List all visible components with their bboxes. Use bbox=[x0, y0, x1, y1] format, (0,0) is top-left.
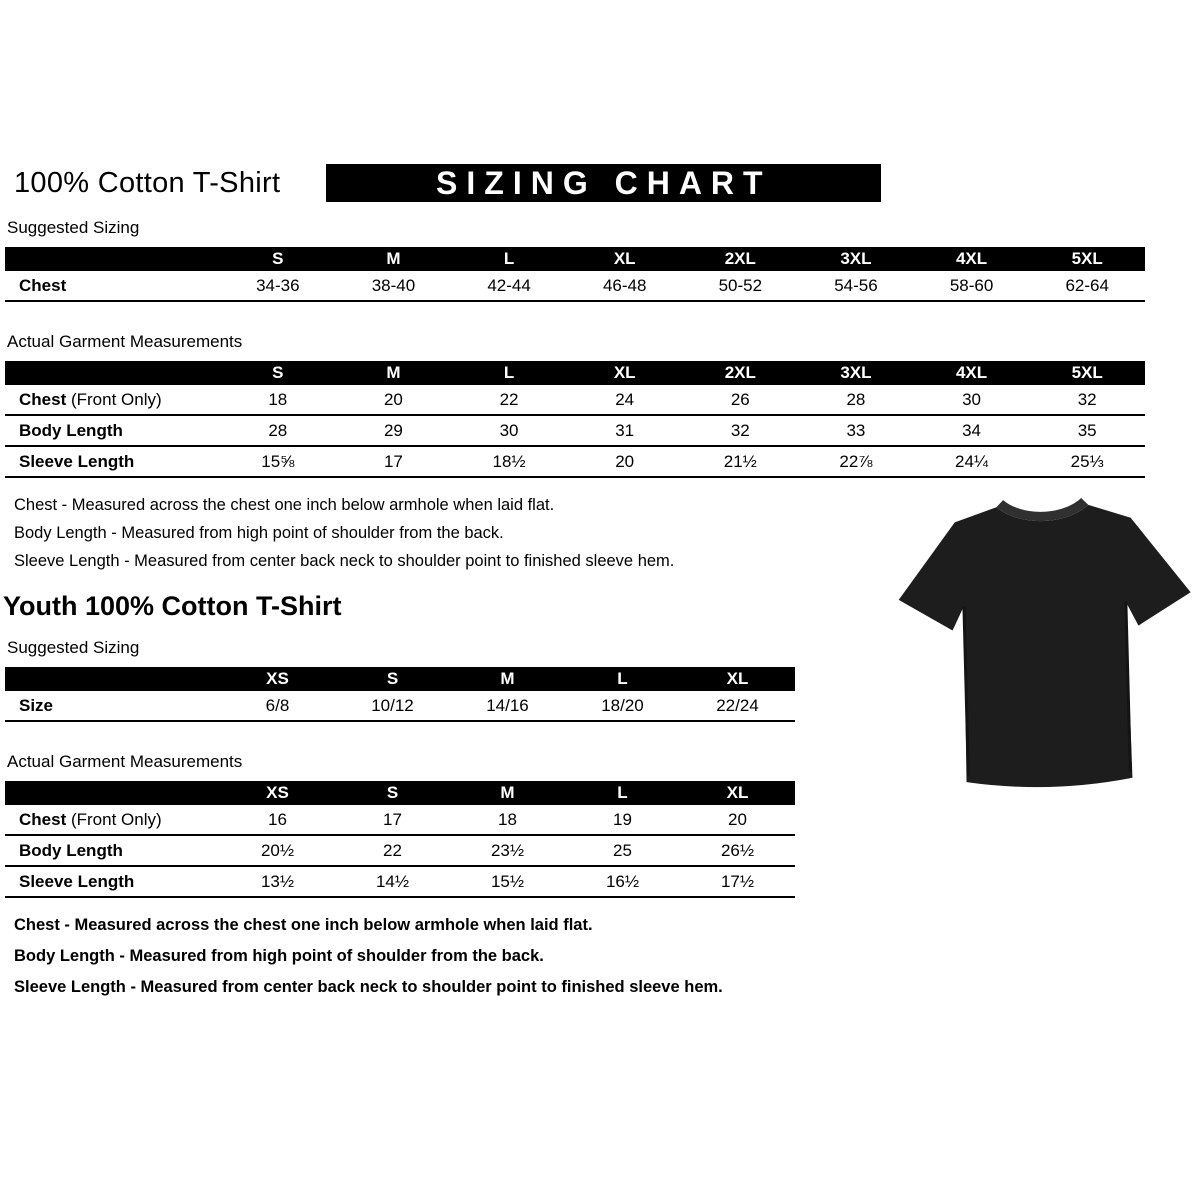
measurement-cell: 22 bbox=[383, 840, 402, 860]
measurement-cell: 14½ bbox=[375, 871, 410, 891]
size-column-header: M bbox=[500, 783, 515, 802]
row-label: Sleeve Length bbox=[19, 451, 135, 471]
table-row bbox=[5, 447, 1145, 478]
size-column-header: XS bbox=[266, 669, 289, 688]
measurement-cell: 20 bbox=[383, 389, 403, 409]
size-column-header: S bbox=[386, 783, 399, 802]
size-column-header: XL bbox=[613, 249, 636, 268]
size-column-header: 3XL bbox=[840, 249, 872, 268]
measurement-cell: 23½ bbox=[490, 840, 525, 860]
size-column-header: L bbox=[503, 363, 515, 382]
adult-note-sleeve-length: Sleeve Length - Measured from center back neck to shoulder point to finished sleeve hem. bbox=[14, 552, 675, 570]
youth-note-body-length: Body Length - Measured from high point of shoulder from the back. bbox=[14, 947, 544, 965]
measurement-cell: 62-64 bbox=[1065, 275, 1109, 295]
table-row bbox=[5, 836, 795, 867]
size-column-header: S bbox=[272, 363, 284, 382]
measurement-cell: 17½ bbox=[720, 871, 755, 891]
measurement-cell: 18½ bbox=[492, 451, 526, 471]
measurement-cell: 38-40 bbox=[371, 275, 416, 295]
measurement-cell: 33 bbox=[846, 420, 866, 440]
youth-actual-measurements-table bbox=[5, 781, 795, 898]
measurement-cell: 34 bbox=[962, 420, 982, 440]
measurement-cell: 29 bbox=[383, 420, 403, 440]
adult-actual-measurements-table bbox=[5, 361, 1145, 478]
adult-actual-measurements-label: Actual Garment Measurements bbox=[7, 332, 243, 351]
measurement-cell: 18/20 bbox=[601, 695, 644, 715]
measurement-cell: 50-52 bbox=[718, 275, 763, 295]
measurement-cell: 21½ bbox=[723, 451, 757, 471]
measurement-cell: 16½ bbox=[605, 871, 640, 891]
measurement-cell: 28 bbox=[268, 420, 288, 440]
measurement-cell: 15⅝ bbox=[261, 451, 295, 471]
measurement-cell: 35 bbox=[1077, 420, 1097, 440]
row-label: Sleeve Length bbox=[19, 871, 135, 891]
sizing-chart-banner: SIZING CHART bbox=[326, 164, 881, 202]
measurement-cell: 16 bbox=[268, 809, 287, 829]
measurement-cell: 42-44 bbox=[487, 275, 531, 295]
size-column-header: M bbox=[386, 249, 401, 268]
table-header-row bbox=[5, 781, 795, 805]
measurement-cell: 24 bbox=[615, 389, 635, 409]
measurement-cell: 34-36 bbox=[256, 275, 300, 295]
youth-suggested-sizing-label: Suggested Sizing bbox=[7, 638, 140, 657]
youth-note-sleeve-length: Sleeve Length - Measured from center back neck to shoulder point to finished sleeve hem. bbox=[14, 978, 723, 996]
size-column-header: XS bbox=[266, 783, 289, 802]
page-title: 100% Cotton T-Shirt bbox=[14, 166, 281, 199]
black-tshirt-image bbox=[892, 470, 1200, 823]
measurement-cell: 31 bbox=[615, 420, 635, 440]
measurement-cell: 46-48 bbox=[602, 275, 647, 295]
measurement-cell: 6/8 bbox=[265, 695, 290, 715]
youth-note-chest: Chest - Measured across the chest one inch below armhole when laid flat. bbox=[14, 916, 593, 934]
size-column-header: XL bbox=[726, 783, 749, 802]
measurement-cell: 18 bbox=[268, 389, 288, 409]
row-label: Chest bbox=[19, 275, 67, 295]
table-header-row bbox=[5, 361, 1145, 385]
size-column-header: XL bbox=[613, 363, 636, 382]
measurement-cell: 22/24 bbox=[716, 695, 759, 715]
measurement-cell: 24¼ bbox=[955, 451, 989, 471]
size-column-header: 2XL bbox=[724, 249, 756, 268]
size-column-header: 4XL bbox=[955, 249, 988, 268]
adult-note-body-length: Body Length - Measured from high point of shoulder from the back. bbox=[14, 524, 504, 542]
measurement-cell: 15½ bbox=[490, 871, 525, 891]
size-column-header: S bbox=[386, 669, 399, 688]
size-column-header: M bbox=[386, 363, 401, 382]
measurement-cell: 10/12 bbox=[371, 695, 414, 715]
measurement-cell: 30 bbox=[962, 389, 982, 409]
youth-actual-measurements-label: Actual Garment Measurements bbox=[7, 752, 243, 771]
size-column-header: L bbox=[617, 783, 628, 802]
size-column-header: 5XL bbox=[1071, 363, 1103, 382]
size-column-header: S bbox=[272, 249, 284, 268]
measurement-cell: 32 bbox=[1077, 389, 1097, 409]
measurement-cell: 32 bbox=[730, 420, 750, 440]
size-column-header: L bbox=[503, 249, 515, 268]
table-row bbox=[5, 385, 1145, 416]
measurement-cell: 17 bbox=[383, 451, 403, 471]
measurement-cell: 25 bbox=[613, 840, 632, 860]
tshirt-graphic bbox=[892, 470, 1200, 823]
size-column-header: L bbox=[617, 669, 628, 688]
measurement-cell: 58-60 bbox=[949, 275, 994, 295]
size-column-header: XL bbox=[726, 669, 749, 688]
measurement-cell: 54-56 bbox=[834, 275, 878, 295]
page-header bbox=[0, 164, 1200, 202]
youth-section-title: Youth 100% Cotton T-Shirt bbox=[3, 591, 342, 621]
table-row bbox=[5, 416, 1145, 447]
table-row bbox=[5, 271, 1145, 302]
adult-suggested-sizing-label: Suggested Sizing bbox=[7, 218, 140, 237]
table-header-row bbox=[5, 247, 1145, 271]
adult-suggested-sizing-table bbox=[5, 247, 1145, 302]
youth-measurement-notes bbox=[14, 916, 1200, 997]
measurement-cell: 25⅓ bbox=[1070, 451, 1104, 471]
table-row bbox=[5, 691, 795, 722]
size-column-header: 5XL bbox=[1071, 249, 1103, 268]
measurement-cell: 13½ bbox=[260, 871, 295, 891]
table-header-row bbox=[5, 667, 795, 691]
size-column-header: 4XL bbox=[955, 363, 988, 382]
table-row bbox=[5, 867, 795, 898]
measurement-cell: 22 bbox=[499, 389, 519, 409]
measurement-cell: 18 bbox=[498, 809, 517, 829]
row-label: Size bbox=[19, 695, 54, 715]
youth-suggested-sizing-table bbox=[5, 667, 795, 722]
measurement-cell: 20½ bbox=[260, 840, 295, 860]
measurement-cell: 26 bbox=[730, 389, 750, 409]
size-column-header: 2XL bbox=[724, 363, 756, 382]
measurement-cell: 19 bbox=[613, 809, 632, 829]
size-column-header: M bbox=[500, 669, 515, 688]
row-label: Body Length bbox=[19, 840, 123, 860]
measurement-cell: 22⅞ bbox=[839, 451, 873, 471]
adult-note-chest: Chest - Measured across the chest one inch below armhole when laid flat. bbox=[14, 496, 555, 514]
measurement-cell: 17 bbox=[383, 809, 402, 829]
size-column-header: 3XL bbox=[840, 363, 872, 382]
row-label: Chest (Front Only) bbox=[19, 809, 162, 829]
row-label: Chest (Front Only) bbox=[19, 389, 162, 409]
measurement-cell: 26½ bbox=[720, 840, 755, 860]
measurement-cell: 20 bbox=[728, 809, 747, 829]
measurement-cell: 30 bbox=[499, 420, 519, 440]
measurement-cell: 28 bbox=[846, 389, 866, 409]
table-row bbox=[5, 805, 795, 836]
measurement-cell: 20 bbox=[615, 451, 635, 471]
measurement-cell: 14/16 bbox=[486, 695, 529, 715]
row-label: Body Length bbox=[19, 420, 123, 440]
